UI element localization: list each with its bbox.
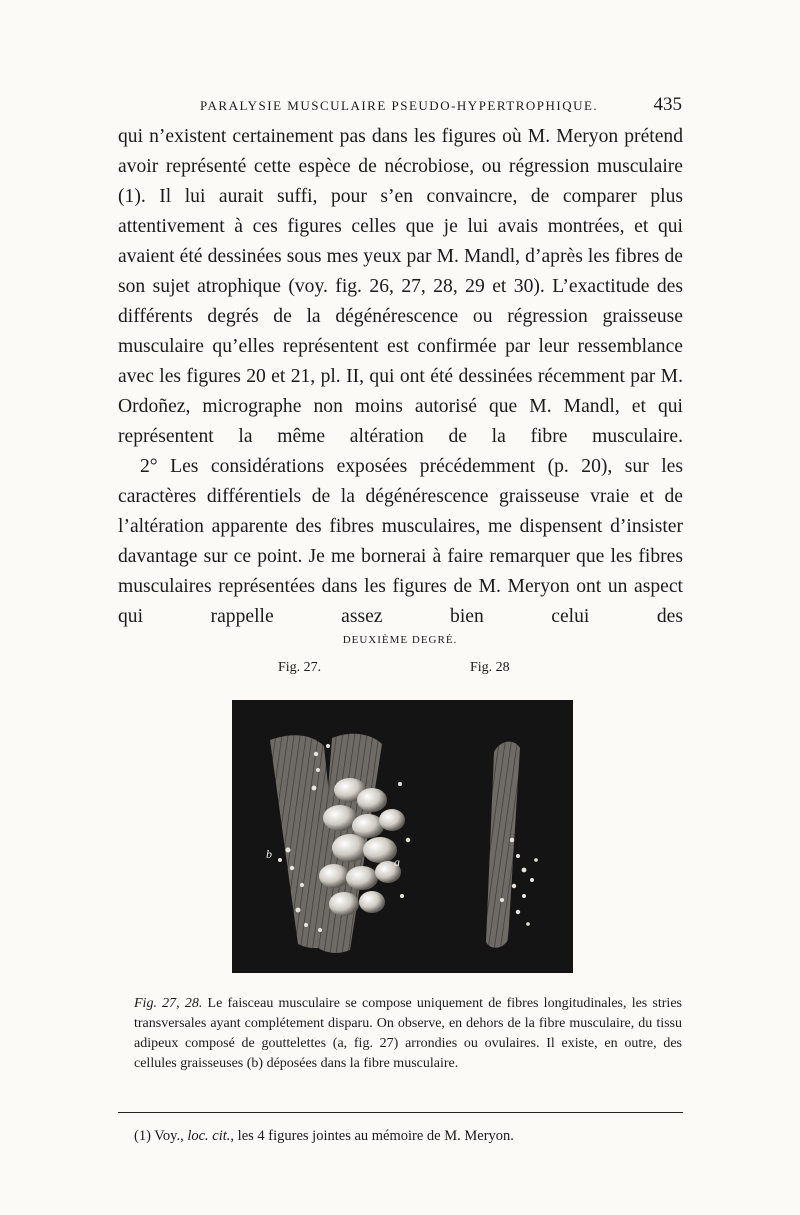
footnote-marker: (1) bbox=[134, 1128, 151, 1144]
caption-text: Le faisceau musculaire se compose uniquement de fibres longitudinales, les stries transversales ayant complétement disparu. On observe, en dehors de la fibre musculaire, du tissu adipeux composé de gouttelettes (a, fig. 27) arrondies ou ovulaires. Il existe, en outre, des cellules graisseuses (b) déposées dans la fibre musculaire. bbox=[134, 996, 682, 1071]
body-text bbox=[118, 122, 683, 632]
footnote-voy: Voy., bbox=[150, 1128, 188, 1144]
running-head bbox=[200, 94, 682, 115]
figure-section-title: DEUXIÈME DEGRÉ. bbox=[342, 634, 458, 646]
running-head-title: PARALYSIE MUSCULAIRE PSEUDO-HYPERTROPHIQUE. bbox=[200, 98, 599, 113]
footnote bbox=[134, 1128, 682, 1145]
page-number: 435 bbox=[653, 94, 682, 115]
figure-plate bbox=[232, 700, 573, 973]
paragraph-1: qui n’existent certainement pas dans les figures où M. Meryon prétend avoir représenté cette espèce de nécrobiose, ou régression musculaire (1). Il lui aurait suffi, pour s’en convaincre, de comparer plus attentivement à ces figures celles que je lui avais montrées, et qui avaient été dessinées sous mes yeux par M. Mandl, d’après les fibres de son sujet atrophique (voy. fig. 26, 27, 28, 29 et 30). L’exactitude des différents degrés de la dégénérescence ou régression graisseuse musculaire qu’elles représentent est confirmée par leur ressemblance avec les figures 20 et 21, pl. II, qui ont été dessinées récemment par M. Ordoñez, micrographe non moins autorisé que M. Mandl, et qui représentent la même altération de la fibre musculaire. bbox=[118, 126, 683, 447]
paragraph-2: 2° Les considérations exposées précédemment (p. 20), sur les caractères différentiels de la dégénérescence graisseuse vraie et de l’altération apparente des fibres musculaires, me dispensent d’insister davantage sur ce point. Je me bornerai à faire remarquer que les fibres musculaires représentées dans les figures de M. Meryon ont un aspect qui rappelle assez bien celui des bbox=[118, 456, 683, 627]
muscle-fiber-illustration bbox=[232, 700, 573, 973]
footnote-loc-cit: loc. cit. bbox=[187, 1128, 231, 1144]
footnote-divider bbox=[118, 1112, 683, 1113]
figure-27-label: Fig. 27. bbox=[278, 660, 322, 675]
footnote-rest: , les 4 figures jointes au mémoire de M. Meryon. bbox=[230, 1128, 514, 1144]
mark-a: a bbox=[394, 855, 400, 869]
fig-28-fibre bbox=[486, 742, 520, 948]
caption-lead: Fig. 27, 28. bbox=[134, 996, 203, 1011]
figure-caption bbox=[134, 994, 682, 1074]
mark-b: b bbox=[266, 847, 272, 861]
figure-28-label: Fig. 28 bbox=[470, 660, 510, 675]
